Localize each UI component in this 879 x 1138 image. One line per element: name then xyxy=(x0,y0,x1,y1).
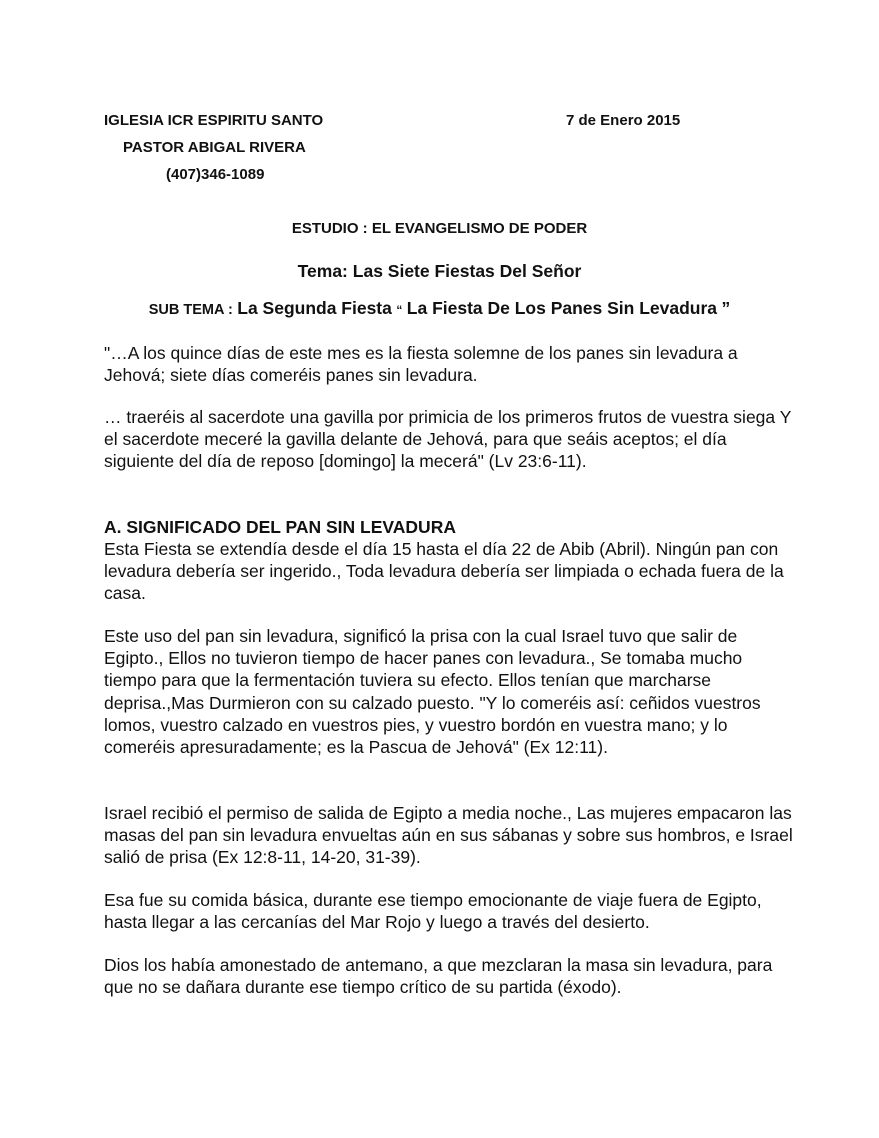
paragraph-1: "…A los quince días de este mes es la fiesta solemne de los panes sin levadura a Jehová; siete días comeréis panes sin levadura. xyxy=(104,343,738,386)
subtema-label: SUB TEMA : xyxy=(148,302,233,318)
subtema-line xyxy=(0,298,879,319)
subtema-part1: La Segunda Fiesta xyxy=(237,298,392,318)
paragraph-3: Esta Fiesta se extendía desde el día 15 hasta el día 22 de Abib (Abril). Ningún pan con levadura debería ser ingerido., Toda levadura debería ser limpiada o echada fuera de la casa. xyxy=(104,539,784,604)
paragraph-5: Israel recibió el permiso de salida de Egipto a media noche., Las mujeres empacaron las masas del pan sin levadura envueltas aún en sus sábanas y sobre sus hombros, e Israel salió de prisa (Ex 12:8-11, 14-20, 31-39). xyxy=(104,803,793,868)
subtema-part2: La Fiesta De Los Panes Sin Levadura xyxy=(406,298,718,318)
paragraph-6: Esa fue su comida básica, durante ese tiempo emocionante de viaje fuera de Egipto, hasta llegar a las cercanías del Mar Rojo y luego a través del desierto. xyxy=(104,890,762,933)
subtema-close-quote: ” xyxy=(721,298,731,318)
section-heading: A. SIGNIFICADO DEL PAN SIN LEVADURA xyxy=(104,517,456,537)
tema-value: Las Siete Fiestas Del Señor xyxy=(352,261,582,281)
tema-label: Tema: xyxy=(297,261,348,281)
church-name: IGLESIA ICR ESPIRITU SANTO xyxy=(104,112,324,129)
tema-line xyxy=(0,261,879,282)
phone-number: (407)346-1089 xyxy=(166,166,265,183)
paragraph-4: Este uso del pan sin levadura, significó la prisa con la cual Israel tuvo que salir de Egipto., Ellos no tuvieron tiempo de hacer panes con levadura., Se tomaba mucho tiempo para que la fermentación tuviera su efecto. Ellos tenían que marcharse deprisa.,Mas Durmieron con su calzado puesto. "Y lo comeréis así: ceñidos vuestros lomos, vuestro calzado en vuestros pies, y vuestro bordón en vuestra mano; y lo comeréis apresuradamente; es la Pascua de Jehová" (Ex 12:11). xyxy=(104,626,761,758)
pastor-name: PASTOR ABIGAL RIVERA xyxy=(123,139,306,156)
document-date: 7 de Enero 2015 xyxy=(566,112,681,129)
subtema-open-quote: “ xyxy=(396,303,403,317)
paragraph-2: … traeréis al sacerdote una gavilla por primicia de los primeros frutos de vuestra siega Y el sacerdote meceré la gavilla delante de Jehová, para que seáis aceptos; el día siguiente del día de reposo [domingo] la mecerá" (Lv 23:6-11). xyxy=(104,407,792,472)
paragraph-7: Dios los había amonestado de antemano, a que mezclaran la masa sin levadura, para que no se dañara durante ese tiempo crítico de su partida (éxodo). xyxy=(104,955,773,998)
study-title: ESTUDIO : EL EVANGELISMO DE PODER xyxy=(291,220,588,237)
